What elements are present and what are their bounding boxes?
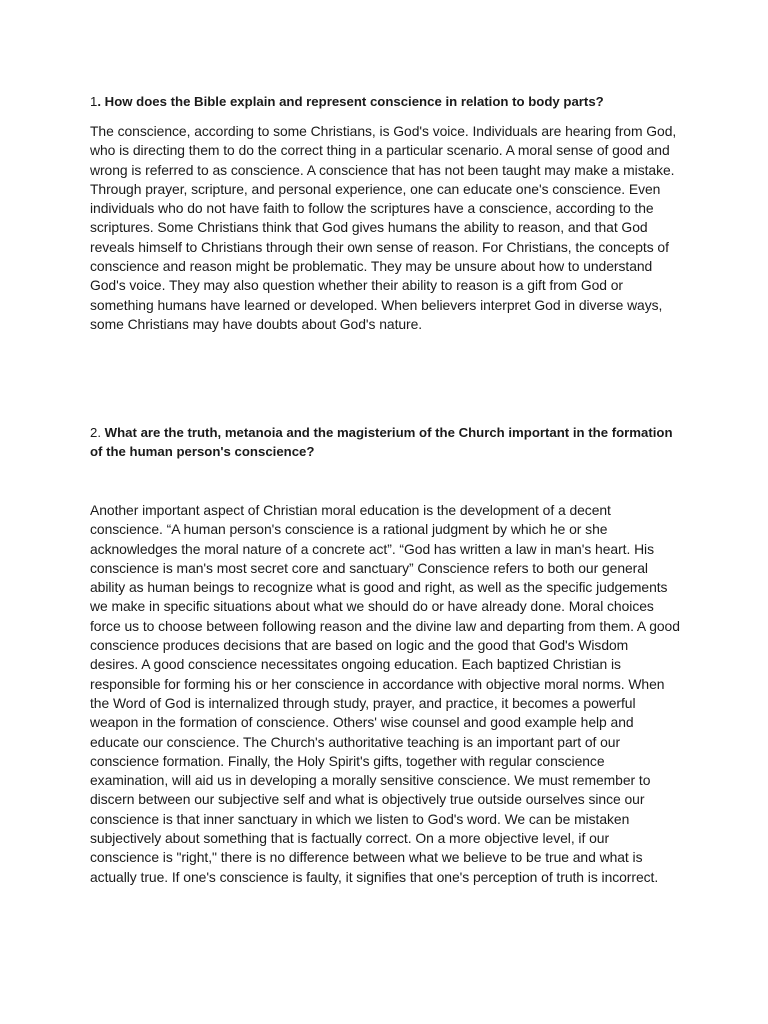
answer-1-paragraph: The conscience, according to some Christians, is God's voice. Individuals are hearing from God, who is directing them to do the correct thing in a particular scenario. A moral sense of good and wrong is referred to as conscience. A conscience that has not been taught may make a mistake. Through prayer, scripture, and personal experience, one can educate one's conscience. Even individuals who do not have faith to follow the scriptures have a conscience, according to the scriptures. Some Christians think that God gives humans the ability to reason, and that God reveals himself to Christians through their own sense of reason. For Christians, the concepts of conscience and reason might be problematic. They may be unsure about how to understand God's voice. They may also question whether their ability to reason is a gift from God or something humans have learned or developed. When believers interpret God in diverse ways, some Christians may have doubts about God's nature. [90,123,677,332]
question-1-text: . How does the Bible explain and represent conscience in relation to body parts? [97,94,604,109]
question-2-number: 2. [90,425,101,440]
question-2-text: What are the truth, metanoia and the magisterium of the Church important in the formation of the human person's conscience? [90,425,673,459]
question-1-number: 1 [90,94,98,109]
answer-2-paragraph: Another important aspect of Christian moral education is the development of a decent conscience. “A human person's conscience is a rational judgment by which he or she acknowledges the moral nature of a concrete act”. “God has written a law in man's heart. His conscience is man's most secret core and sanctuary” Conscience refers to both our general ability as human beings to recognize what is good and right, as well as the specific judgements we make in specific situations about what we should do or have already done. Moral choices force us to choose between following reason and the divine law and departing from them. A good conscience produces decisions that are based on logic and the good that God's Wisdom desires. A good conscience necessitates ongoing education. Each baptized Christian is responsible for forming his or her conscience in accordance with objective moral norms. When the Word of God is internalized through study, prayer, and practice, it becomes a powerful weapon in the formation of conscience. Others' wise counsel and good example help and educate our conscience. The Church's authoritative teaching is an important part of our conscience formation. Finally, the Holy Spirit's gifts, together with regular conscience examination, will aid us in developing a morally sensitive conscience. We must remember to discern between our subjective self and what is objectively true outside ourselves since our conscience is that inner sanctuary in which we listen to God's word. We can be mistaken subjectively about something that is factually correct. On a more objective level, if our conscience is "right," there is no difference between what we believe to be true and what is actually true. If one's conscience is faulty, it signifies that one's perception of truth is incorrect. [90,502,680,885]
question-1-heading [90,92,690,111]
question-2-heading [90,423,680,461]
